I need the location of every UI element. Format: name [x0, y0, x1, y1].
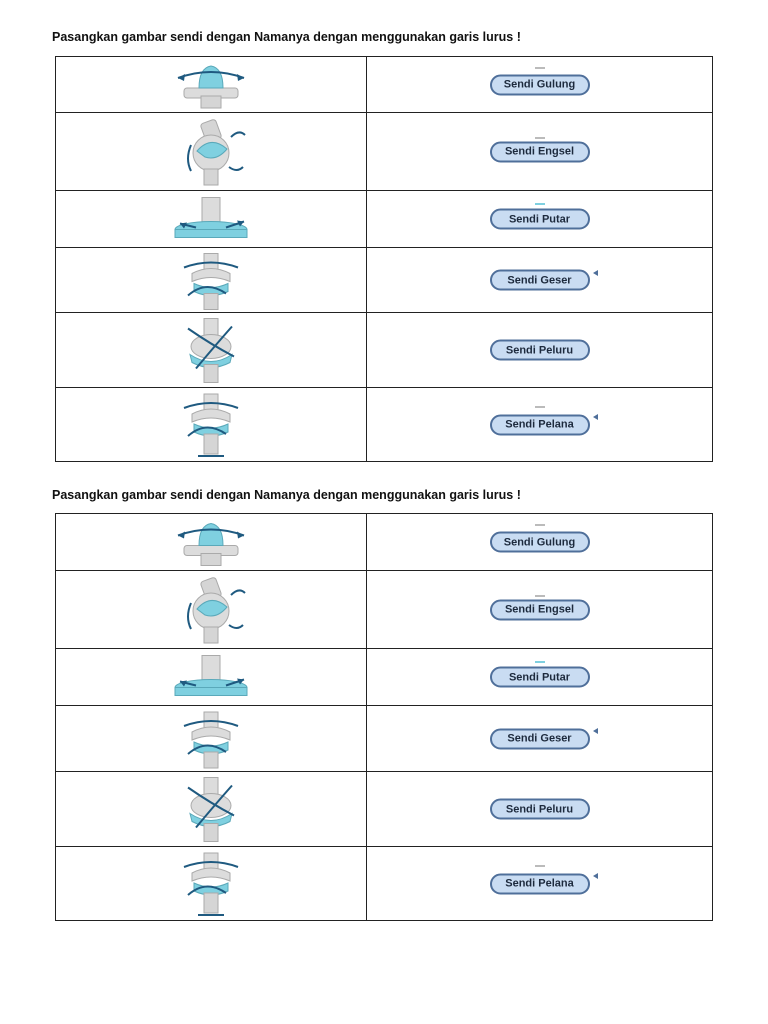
joint-image-cell — [56, 772, 367, 847]
joint-name-label[interactable]: Sendi Putar — [490, 667, 590, 688]
joint-image-cell — [56, 514, 367, 571]
matching-table — [55, 513, 713, 921]
joint-image-cell — [56, 191, 367, 248]
joint-name-label[interactable]: Sendi Pelana — [490, 414, 590, 435]
joint-name-label[interactable]: Sendi Pelana — [490, 873, 590, 894]
rotating-disc-joint-icon — [132, 58, 290, 112]
joint-image-cell — [56, 649, 367, 706]
joint-name-label[interactable]: Sendi Putar — [490, 209, 590, 230]
joint-image-cell — [56, 113, 367, 191]
joint-name-label[interactable]: Sendi Engsel — [490, 599, 590, 620]
label-cell — [367, 706, 713, 772]
joint-image-cell — [56, 571, 367, 649]
label-cell — [367, 847, 713, 921]
joint-name-label[interactable]: Sendi Gulung — [490, 74, 590, 95]
label-cell — [367, 191, 713, 248]
joint-name-label[interactable]: Sendi Gulung — [490, 532, 590, 553]
instruction-text: Pasangkan gambar sendi dengan Namanya dengan menggunakan garis lurus ! — [52, 30, 521, 44]
label-cell — [367, 649, 713, 706]
label-cell — [367, 772, 713, 847]
joint-image-cell — [56, 313, 367, 388]
joint-name-label[interactable]: Sendi Engsel — [490, 141, 590, 162]
ball-joint-icon — [163, 314, 259, 387]
matching-table — [55, 56, 713, 462]
saddle-joint-icon — [163, 848, 259, 920]
flat-plate-joint-icon — [156, 650, 266, 705]
joint-image-cell — [56, 706, 367, 772]
joint-name-label[interactable]: Sendi Geser — [490, 270, 590, 291]
label-cell — [367, 388, 713, 462]
label-cell — [367, 313, 713, 388]
label-cell — [367, 113, 713, 191]
instruction-text: Pasangkan gambar sendi dengan Namanya dengan menggunakan garis lurus ! — [52, 488, 521, 502]
joint-name-label[interactable]: Sendi Peluru — [490, 340, 590, 361]
hinge-wrap-joint-icon — [149, 572, 273, 648]
saddle-joint-icon — [163, 249, 259, 312]
hinge-wrap-joint-icon — [156, 114, 266, 190]
joint-image-cell — [56, 847, 367, 921]
label-cell — [367, 571, 713, 649]
joint-image-cell — [56, 57, 367, 113]
flat-plate-joint-icon — [161, 192, 261, 247]
label-cell — [367, 248, 713, 313]
joint-image-cell — [56, 248, 367, 313]
saddle-joint-icon — [163, 707, 259, 771]
rotating-disc-joint-icon — [146, 515, 276, 570]
ball-joint-icon — [163, 773, 259, 846]
joint-name-label[interactable]: Sendi Peluru — [490, 799, 590, 820]
joint-image-cell — [56, 388, 367, 462]
joint-name-label[interactable]: Sendi Geser — [490, 728, 590, 749]
saddle-joint-icon — [163, 389, 259, 461]
label-cell — [367, 57, 713, 113]
label-cell — [367, 514, 713, 571]
